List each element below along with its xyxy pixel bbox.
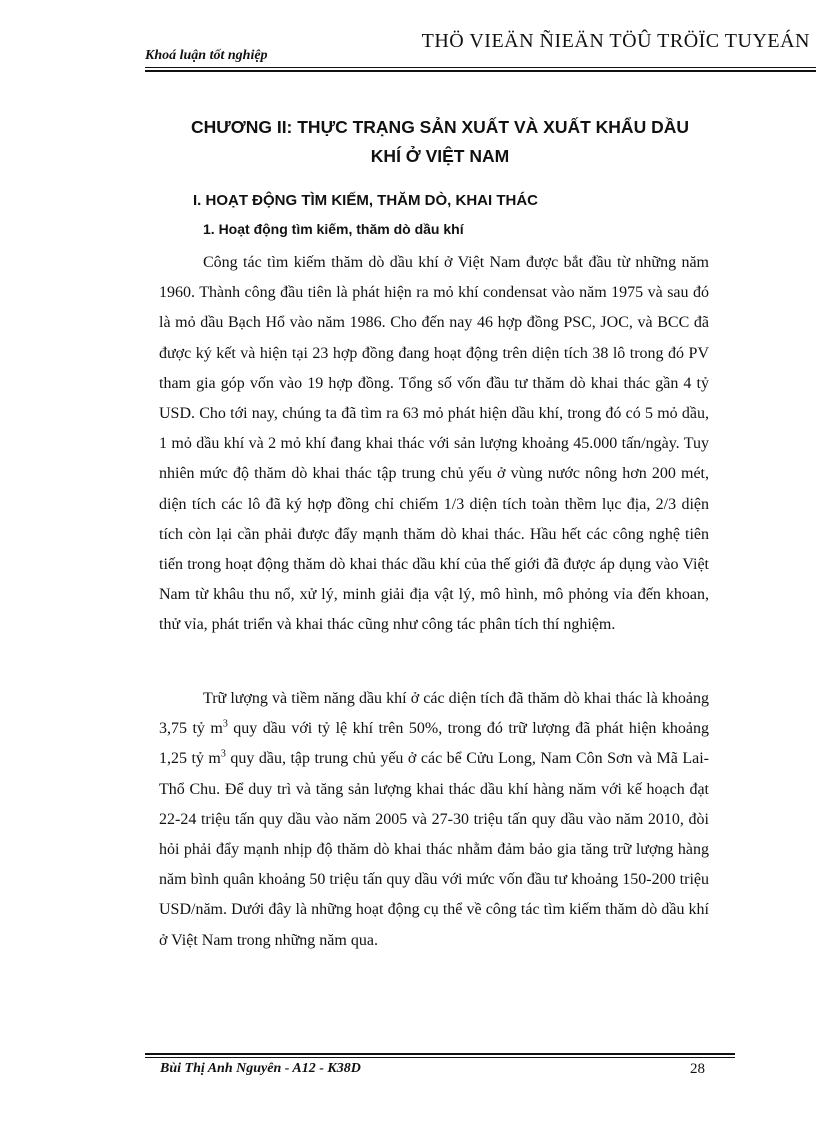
- page-number: 28: [690, 1061, 705, 1077]
- superscript-cubed-1: 3: [222, 718, 228, 730]
- header-thesis-label: Khoá luận tốt nghiệp: [145, 48, 268, 63]
- paragraph-2-text-a: Trữ lượng và tiềm năng dầu khí ở các diện tích đã thăm dò khai thác là khoảng 3,75 tỷ m: [159, 690, 709, 738]
- chapter-title-line-1: CHƯƠNG II: THỰC TRẠNG SẢN XUẤT VÀ XUẤT KHẨU DẦU: [191, 117, 689, 137]
- chapter-title-line-2: KHÍ Ở VIỆT NAM: [370, 146, 510, 166]
- paragraph-2-text-c: quy dầu, tập trung chủ yếu ở các bể Cửu Long, Nam Côn Sơn và Mã Lai-Thổ Chu. Để duy trì và tăng sản lượng khai thác dầu khí hàng năm với kế hoạch đạt 22-24 triệu tấn quy dầu vào năm 2005 và 27-30 triệu tấn quy dầu vào năm 2010, đòi hỏi phải đẩy mạnh nhịp độ thăm dò khai thác nhằm đảm bảo gia tăng trữ lượng hàng năm bình quân khoảng 50 triệu tấn quy dầu với mức vốn đầu tư khoảng 150-200 triệu USD/năm. Dưới đây là những hoạt động cụ thể về công tác tìm kiếm thăm dò dầu khí ở Việt Nam trong những năm qua.: [159, 750, 709, 949]
- section-heading: I. HOẠT ĐỘNG TÌM KIẾM, THĂM DÒ, KHAI THÁC: [193, 192, 538, 209]
- header-rule: [145, 67, 816, 72]
- header-library-label: THÖ VIEÄN ÑIEÄN TÖÛ TRÖÏC TUYEÁN: [421, 30, 810, 52]
- footer-author: Bùi Thị Anh Nguyên - A12 - K38D: [160, 1061, 361, 1076]
- body-paragraph-2: [159, 684, 709, 956]
- subsection-heading: 1. Hoạt động tìm kiếm, thăm dò dầu khí: [203, 221, 464, 237]
- paragraph-2-text-b: quy dầu với tỷ lệ khí trên 50%, trong đó trữ lượng đã phát hiện khoảng 1,25 tỷ m: [159, 720, 710, 768]
- superscript-cubed-2: 3: [220, 749, 226, 761]
- chapter-title: [145, 113, 735, 171]
- body-paragraph-1: Công tác tìm kiếm thăm dò dầu khí ở Việt Nam được bắt đầu từ những năm 1960. Thành công đầu tiên là phát hiện ra mỏ khí condensat vào năm 1975 và sau đó là mỏ dầu Bạch Hổ vào năm 1986. Cho đến nay 46 hợp đồng PSC, JOC, và BCC đã được ký kết và hiện tại 23 hợp đồng đang hoạt động trên diện tích 38 lô trong đó PV tham gia góp vốn vào 19 hợp đồng. Tổng số vốn đầu tư thăm dò khai thác gần 4 tỷ USD. Cho tới nay, chúng ta đã tìm ra 63 mỏ phát hiện dầu khí, trong đó có 5 mỏ dầu, 1 mỏ dầu khí và 2 mỏ khí đang khai thác với sản lượng khoảng 45.000 tấn/ngày. Tuy nhiên mức độ thăm dò khai thác tập trung chủ yếu ở vùng nước nông hơn 200 mét, diện tích các lô đã ký hợp đồng chỉ chiếm 1/3 diện tích toàn thềm lục địa, 2/3 diện tích còn lại cần phải được đẩy mạnh thăm dò khai thác. Hầu hết các công nghệ tiên tiến trong hoạt động thăm dò khai thác dầu khí của thế giới đã được áp dụng vào Việt Nam từ khâu thu nổ, xử lý, minh giải địa vật lý, mô hình, mô phỏng vỉa đến khoan, thử vỉa, phát triển và khai thác cũng như công tác phân tích thí nghiệm.: [159, 254, 709, 634]
- footer-rule: [145, 1053, 735, 1058]
